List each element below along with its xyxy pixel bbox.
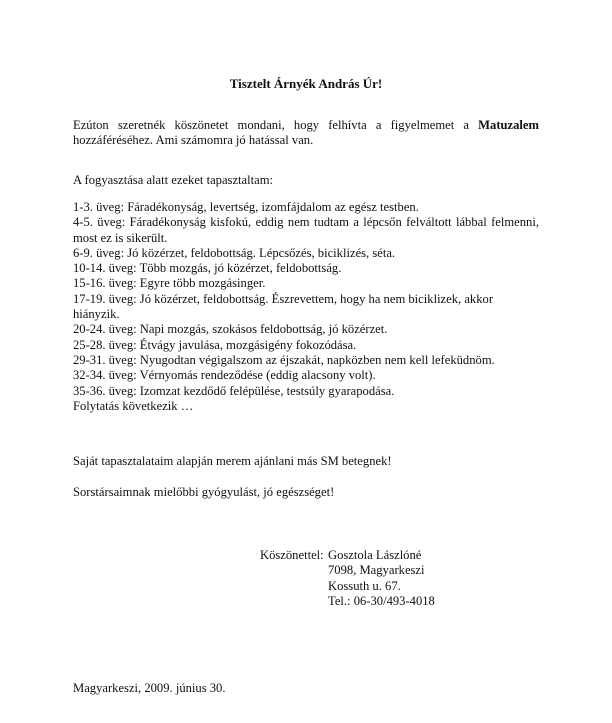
experience-item: 20-24. üveg: Napi mozgás, szokásos feldobottság, jó közérzet.: [73, 322, 388, 337]
experience-item-line-2: most ez is sikerült.: [73, 230, 168, 245]
signature-name: Gosztola Lászlóné: [328, 548, 422, 562]
experience-item: 17-19. üveg: Jó közérzet, feldobottság. Észrevettem, hogy ha nem biciklizek, akkor hiányzik.: [73, 291, 494, 322]
experience-list: [73, 200, 539, 399]
experience-item: 6-9. üveg: Jó közérzet, feldobottság. Lépcsőzés, biciklizés, séta.: [73, 245, 396, 260]
signature-phone: Tel.: 06-30/493-4018: [328, 593, 435, 608]
signature-block: [260, 548, 435, 609]
continuation-note: Folytatás következik …: [73, 399, 194, 413]
experience-item: 15-16. üveg: Egyre több mozgásinger.: [73, 276, 266, 291]
experience-item: 32-34. üveg: Vérnyomás rendeződése (eddig alacsony volt).: [73, 368, 376, 383]
experience-item: [73, 215, 539, 246]
signature-name-row: [260, 548, 435, 563]
intro-line-2: hozzáféréséhez. Ami számomra jó hatással van.: [73, 133, 314, 148]
product-name: Matuzalem: [478, 118, 539, 132]
signature-label: Köszönettel:: [260, 548, 324, 562]
experience-item: 35-36. üveg: Izomzat kezdődő felépülése, testsúly gyarapodása.: [73, 383, 395, 398]
place-date: Magyarkeszi, 2009. június 30.: [73, 681, 226, 695]
experience-heading: A fogyasztása alatt ezeket tapasztaltam:: [73, 173, 274, 187]
experience-item: 1-3. üveg: Fáradékonyság, levertség, izomfájdalom az egész testben.: [73, 200, 419, 214]
letter-title: Tisztelt Árnyék András Úr!: [229, 76, 383, 91]
experience-item: 25-28. üveg: Étvágy javulása, mozgásigény fokozódása.: [73, 337, 357, 352]
intro-line-1: [73, 118, 539, 133]
intro-paragraph: [73, 118, 539, 149]
intro-text: Ezúton szeretnék köszönetet mondani, hogy felhívta a figyelmemet a: [73, 118, 469, 132]
signature-street: Kossuth u. 67.: [328, 578, 401, 593]
experience-item: 29-31. üveg: Nyugodtan végigalszom az éjszakát, napközben nem kell lefeküdnöm.: [73, 352, 495, 367]
experience-item-line-1: 4-5. üveg: Fáradékonyság kisfokú, eddig nem tudtam a lépcsőn felváltott lábbal felmenni,: [73, 215, 539, 230]
wishes-text: Sorstársaimnak mielőbbi gyógyulást, jó egészséget!: [73, 485, 335, 499]
experience-item: 10-14. üveg: Több mozgás, jó közérzet, feldobottság.: [73, 261, 342, 276]
recommendation-text: Saját tapasztalataim alapján merem ajánlani más SM betegnek!: [73, 454, 392, 468]
signature-city: 7098, Magyarkeszi: [328, 563, 425, 578]
